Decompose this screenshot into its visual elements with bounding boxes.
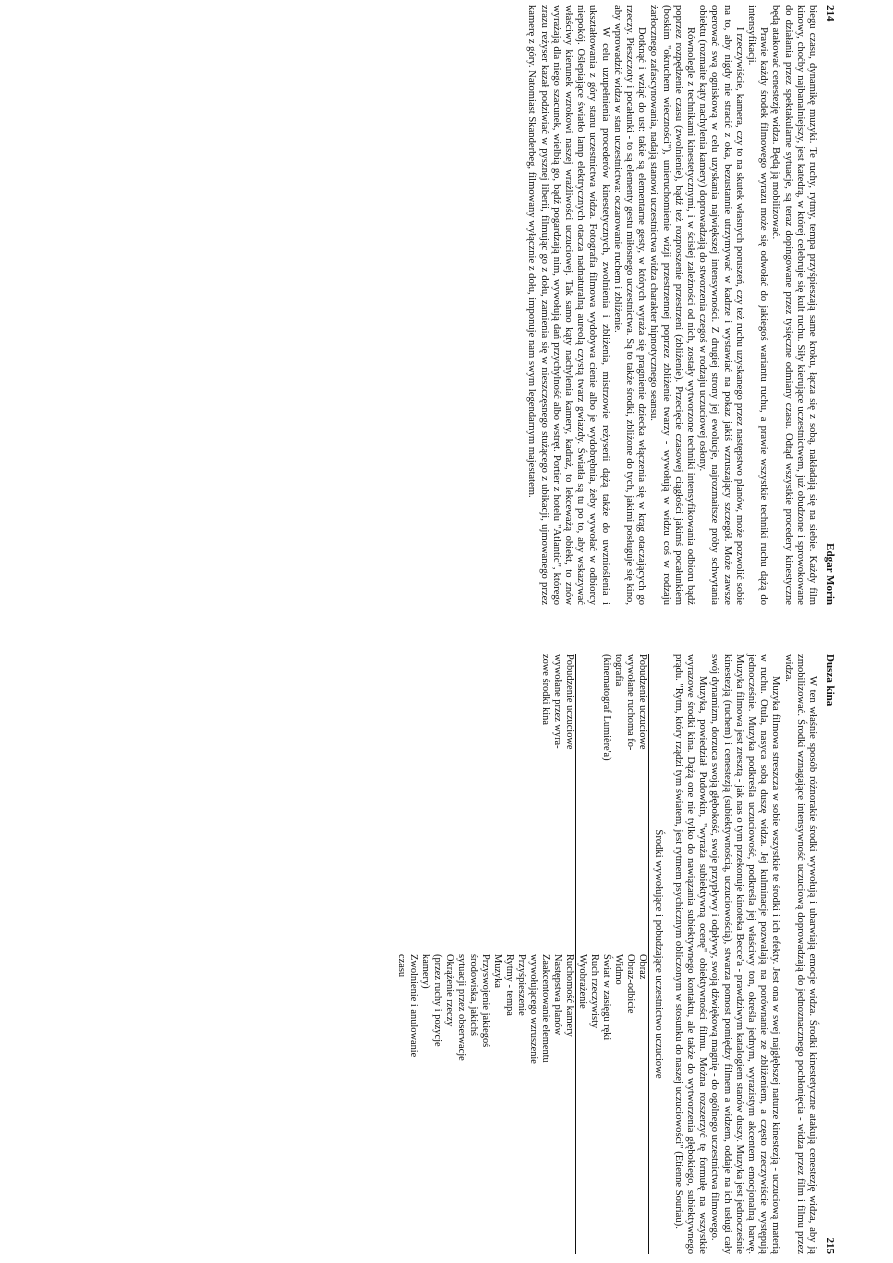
table-title: Środki wywołujące i pobudzające uczestnictwo uczuciowe bbox=[652, 828, 664, 1079]
page-214 bbox=[44, 5, 844, 605]
cell-line: Pobudzenie uczuciowe bbox=[563, 653, 575, 749]
table-cell-right bbox=[575, 954, 648, 1254]
paragraph: Muzyka, powiedział Pudowkin, "wyraża subiektywną ocenę" obiektywności filmu. Można rozszerzyć tę formułę na wszystkie wyrazowe środki kina. Dążą one nie tylko do nawiązania subiektywnego kontaktu, ale także do wytworzenia głębokiego, subiektywnego prądu. "Rytm, który rządzi tym światem, jest rytmem psychicznym obliczonym w stosunku do naszej uczuciowości" (Etienne Souriau). bbox=[672, 653, 708, 1254]
cell-line: Przyśpieszenie bbox=[515, 953, 527, 1016]
table-cell-right bbox=[395, 954, 576, 1254]
cell-line: Zwolnienie i anulowanie bbox=[407, 953, 419, 1057]
cell-line: (przez ruchy i pozycje bbox=[431, 953, 443, 1047]
page-number: 214 bbox=[823, 4, 836, 21]
cell-line: Następstwa planów bbox=[551, 953, 563, 1035]
paragraph: biegu czasu, dynamikę muzyki. Te ruchy, rytmy, tempa przyśpieszają same kroku, łącza się z sobą, nakładają się na siebie. Każdy film kinowy, choćby najbanalniejszy, jest katedrą, w której celebruje się kult ruchu. Siły kierujące uczestnictwem, już obudzone i sprowokowane do działania przez spektakularne sytuacje, są teraz dopingowane przez tysięczne odmiany czasu. Odtąd wszystkie procedery kinestyczne będą atakować cenestezję widza. Będą ją mobilizować. bbox=[769, 4, 818, 605]
cell-line: środowiska, jakichś bbox=[467, 953, 479, 1036]
cell-line: Obraz-odbicie bbox=[624, 953, 636, 1013]
cell-line: Obraz bbox=[636, 953, 648, 979]
cell-line: wywołane ruchoma fo- bbox=[624, 653, 636, 750]
cell-line: Pobudzenie uczuciowe bbox=[636, 653, 648, 749]
paragraph: Dotknąć i wziąć do ust: takie są elementarne gesty, w których wyraża się pragnienie dziecka włączenia się w krąg otaczających go rzeczy. Pieszczoty i pocałunki - to są elementy gestu miłosnego uczestnictwa. Są to także środki, zbliżone do tych, jakimi posługuje się kino, aby wprowadzić widza w stan uczestnictwa: oczarowanie ruchem i zbliżenie. bbox=[611, 4, 647, 605]
table-row bbox=[575, 654, 648, 1254]
cell-line: wywołującego wzruszenie bbox=[527, 953, 539, 1064]
cell-line: Ruchomość kamery bbox=[563, 953, 575, 1037]
page-header bbox=[822, 654, 836, 1254]
table-cell-left bbox=[395, 654, 576, 954]
cell-line: wywołane przez wyra- bbox=[551, 653, 563, 749]
cell-line: Wyobrażenie bbox=[576, 953, 588, 1009]
running-head: Edgar Morin bbox=[823, 542, 836, 605]
cell-line: kamery) bbox=[419, 953, 431, 989]
cell-line: sytuacji przez obserwacje bbox=[455, 953, 467, 1061]
page-header bbox=[822, 5, 836, 605]
cell-line: Przyswojenie jakiegoś bbox=[479, 953, 491, 1047]
page-body bbox=[395, 654, 818, 1254]
cell-line: Ruch rzeczywisty bbox=[588, 953, 600, 1028]
cell-line: Okrążenie rzeczy bbox=[443, 953, 455, 1026]
cell-line: Świat w zasięgu ręki bbox=[600, 953, 612, 1040]
cell-line: (kinematograf Lumière'a) bbox=[600, 653, 612, 761]
paragraph: Muzyka filmowa streszcza w sobie wszystkie te środki i ich efekty. Jest ona w swej najgłębszej naturze kinestezją - uczuciową materią w ruchu. Otula, nasyca sobą duszę widza. Jej kulminacje pozwalają na porównanie ze zbliżeniem, a często rzeczywiście występują jednocześnie. Muzyka podkreśla uczuciowość, podkreśla jej właściwy ton, określa jednym, wyrazistym akcentem emocjonalną barwę. Muzyka filmowa jest zresztą - jak nas o tym przekonuje kinoteka Becce'a - prawdziwym katalogiem stanów duszy. Muzyka jest jednocześnie kinestezją (ruchem) i cenestezją (subiektywnością, uczuciowością), stwarza pomost pomiędzy filmem a widzem, oddaje na ich usługi cały swój dynamizm, dorzuca swoją głębokość, swoje przypływy i odpływy, swoją dźwiękową magnię - do ogólnego uczestnictwa filmowego. bbox=[708, 653, 781, 1254]
cell-line: Rytmy - tempa bbox=[503, 953, 515, 1016]
cell-line: czasu bbox=[395, 953, 407, 977]
page-number: 215 bbox=[823, 1237, 836, 1254]
paragraph: W ten właśnie sposób różnorakie środki wywołują i ubarwiają emocje widza. Środki kinestetyczne atakują cenestezję widza, aby ją zmobilizować. Środki wznagające intensywność uczuciową doprowadzają do jednoznacznego pochłonięcia - widza przez film i filmu przez widza. bbox=[782, 653, 818, 1254]
cell-line: Zaakcentowanie elementu bbox=[539, 953, 551, 1063]
page-215 bbox=[44, 654, 844, 1254]
cell-line: tografia bbox=[612, 653, 624, 686]
paragraph: W celu uzupełnienia procederów kinestetycznych, zwolnienia i zbliżenia, mistrzowie reżyserii dążą także do uwznioślenia i ukształtowania z góry stanu uczestnictwa widza. Fotografia filmowa wydobywa cienie albo je wydobrębnia, żeby wywołać w odbiorcy niepokój. Oślepiające światło lamp elektrycznych otacza nadnaturalną aureolą czystą twarz gwiazdy. Światła są tu po to, aby wskazywać właściwy kierunek wzrokowi naszej wrażliwości uczuciowej. Tak samo kąty nachylenia kamery, kadraż, to lekceważą obiekt, to znów wyrażają dla niego szacunek, wielbią go, bądź pogardzają nim, wywołują dań przychylność albo wstręt. Portier z hotelu "Atlantic", którego zrazu reżyser kazał podziwiać w pysznej liberii, filmując go z dołu, zamienia się w nieszczęsnego stużącego z ubikacji, ujmowanego przez kamerę z góry. Natomiast Skanderbeg, filmowany wyłącznie z dołu, imponuje nam swym legendarnym majestatem. bbox=[525, 4, 611, 605]
table-row bbox=[395, 654, 576, 1254]
paragraph: I rzeczywiście, kamera, czy to na skutek własnych poruszeń, czy też ruchu uzyskanego przez następstwo planów, może pozwolić sobie na to, aby nigdy nie stracić z oka, bezustannie utrzymywać w kadrze i wystawiać na pokaz jakiś wzruszający szczegół. Może zawsze operować swą ogniskową w celu uzyskania największej intensywności. Z drugiej strony jej ewolucje, najrozmaitsze próby schwytania obiektu (rozmaite kąty nachylenia kamery) doprowadzają do stworzenia czegoś w rodzaju uczuciowej osłony. bbox=[696, 4, 745, 605]
cell-line: Muzyka bbox=[491, 953, 503, 988]
cell-line: Widmo bbox=[612, 953, 624, 985]
running-head: Dusza kina bbox=[823, 653, 836, 706]
page-body bbox=[525, 5, 818, 605]
table-cell-left bbox=[575, 654, 648, 954]
paragraph: Równolegle z technikami kinestetycznymi, i w ścisłej zależności od nich, zostały wytworzone techniki intensyfikowania odbioru bądź poprzez rozpędzenie czasu (zwolnienie), bądź też rozproszenie przestrzeni (zbliżenie). Przecięcie czasowej ciągłości jakimś pocałunkiem (boskim "okruchem wieczności"), unieruchomienie wizji przestrzennej poprzez zbliżenie twarzy - wywołują w widzu coś w rodzaju żarłocznego zafascynowania, nadają stanowi uczestnictwa widza charakter hipnotycznego seansu. bbox=[647, 4, 696, 605]
paragraph: Prawie każdy środek filmowego wyrazu może się odwołać do jakiegoś wariantu ruchu, a prawie wszystkie techniki ruchu dążą do intensyfikacji. bbox=[745, 4, 769, 605]
cell-line: zowe środki kina bbox=[539, 653, 551, 725]
means-table bbox=[395, 654, 649, 1254]
